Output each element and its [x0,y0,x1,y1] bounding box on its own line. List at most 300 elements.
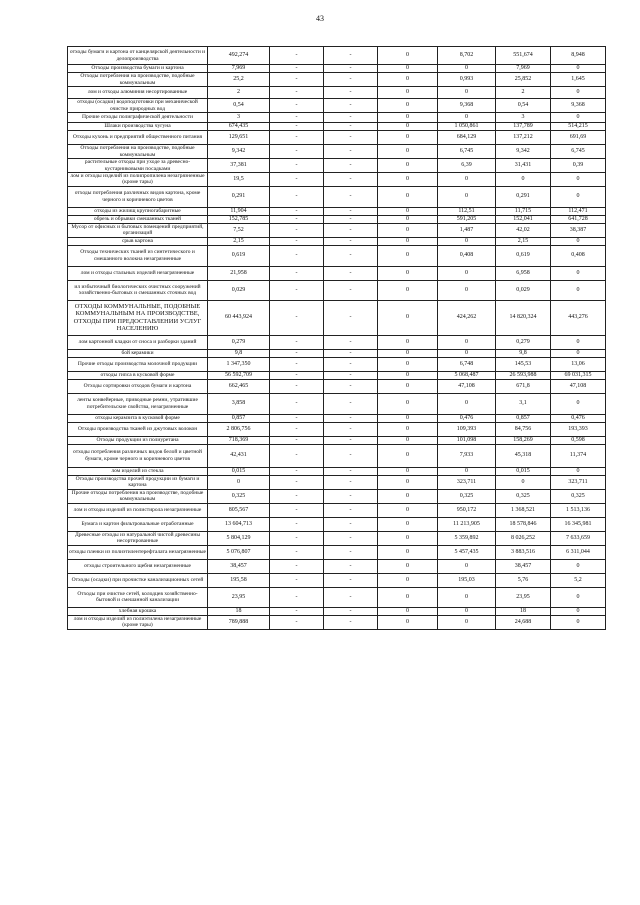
value-cell-c2: - [270,545,324,559]
waste-name-cell: срыв картона [68,237,208,245]
value-cell-c7: 641,728 [551,215,606,223]
value-cell-c3: - [324,615,378,629]
value-cell-c1: 0,029 [208,280,270,300]
value-cell-c2: - [270,173,324,187]
value-cell-c4: 0 [378,186,438,207]
value-cell-c5: 1 050,861 [438,123,496,131]
value-cell-c2: - [270,207,324,215]
value-cell-c3: - [324,379,378,393]
value-cell-c1: 129,651 [208,131,270,145]
value-cell-c1: 0,54 [208,99,270,113]
value-cell-c7: 0 [551,349,606,357]
value-cell-c6: 0,029 [496,280,551,300]
value-cell-c6: 11,715 [496,207,551,215]
value-cell-c7: 443,276 [551,300,606,335]
value-cell-c7: 0 [551,587,606,607]
value-cell-c2: - [270,47,324,65]
value-cell-c4: 0 [378,159,438,173]
value-cell-c7: 0 [551,607,606,615]
value-cell-c1: 25,2 [208,73,270,87]
value-cell-c1: 718,369 [208,436,270,444]
value-cell-c6: 24,688 [496,615,551,629]
value-cell-c3: - [324,245,378,266]
value-cell-c4: 0 [378,300,438,335]
waste-name-cell: Отходы (осадки) при прочистке канализационных сетей [68,573,208,587]
value-cell-c5: 0,325 [438,489,496,503]
value-cell-c6: 1 368,521 [496,503,551,517]
value-cell-c2: - [270,444,324,467]
value-cell-c1: 56 592,709 [208,371,270,379]
value-cell-c3: - [324,587,378,607]
value-cell-c5: 5 068,487 [438,371,496,379]
value-cell-c4: 0 [378,414,438,422]
value-cell-c7: 0,476 [551,414,606,422]
value-cell-c4: 0 [378,223,438,237]
value-cell-c7: 6,745 [551,145,606,159]
value-cell-c5: 591,205 [438,215,496,223]
value-cell-c1: 5 076,807 [208,545,270,559]
value-cell-c5: 5 359,892 [438,531,496,545]
table-row [68,422,606,436]
value-cell-c1: 2 806,756 [208,422,270,436]
value-cell-c4: 0 [378,47,438,65]
value-cell-c6: 31,431 [496,159,551,173]
value-cell-c3: - [324,349,378,357]
value-cell-c3: - [324,422,378,436]
waste-name-cell: Отходы производства бумаги и картона [68,65,208,73]
table-row [68,607,606,615]
value-cell-c2: - [270,436,324,444]
value-cell-c2: - [270,131,324,145]
value-cell-c3: - [324,47,378,65]
value-cell-c2: - [270,573,324,587]
value-cell-c6: 14 820,324 [496,300,551,335]
table-row [68,73,606,87]
table-row [68,300,606,335]
value-cell-c2: - [270,349,324,357]
waste-name-cell: бой керамики [68,349,208,357]
value-cell-c5: 6,39 [438,159,496,173]
value-cell-c7: 0 [551,87,606,99]
value-cell-c5: 424,262 [438,300,496,335]
value-cell-c6: 551,674 [496,47,551,65]
value-cell-c2: - [270,587,324,607]
value-cell-c5: 0,476 [438,414,496,422]
waste-name-cell: лом и отходы стальных изделий незагрязненные [68,266,208,280]
value-cell-c4: 0 [378,615,438,629]
value-cell-c7: 6 311,044 [551,545,606,559]
value-cell-c6: 3 [496,113,551,123]
value-cell-c4: 0 [378,65,438,73]
value-cell-c5: 0 [438,237,496,245]
value-cell-c5: 0,993 [438,73,496,87]
value-cell-c2: - [270,123,324,131]
table-row [68,414,606,422]
value-cell-c6: 158,269 [496,436,551,444]
value-cell-c4: 0 [378,559,438,573]
value-cell-c4: 0 [378,379,438,393]
value-cell-c1: 11,904 [208,207,270,215]
value-cell-c3: - [324,545,378,559]
value-cell-c7: 0 [551,65,606,73]
page-number: 43 [316,14,324,23]
value-cell-c4: 0 [378,587,438,607]
value-cell-c6: 137,212 [496,131,551,145]
table-row [68,475,606,489]
waste-name-cell: Отходы при очистке сетей, колодцев хозяйственно-бытовой и смешанной канализации [68,587,208,607]
value-cell-c2: - [270,186,324,207]
value-cell-c2: - [270,393,324,414]
value-cell-c1: 789,888 [208,615,270,629]
value-cell-c6: 0,325 [496,489,551,503]
value-cell-c5: 0,408 [438,245,496,266]
table-row [68,545,606,559]
value-cell-c6: 2 [496,87,551,99]
value-cell-c6: 0 [496,173,551,187]
value-cell-c5: 0 [438,607,496,615]
value-cell-c1: 492,274 [208,47,270,65]
value-cell-c5: 323,711 [438,475,496,489]
value-cell-c7: 5,2 [551,573,606,587]
value-cell-c5: 5 457,435 [438,545,496,559]
value-cell-c7: 0 [551,615,606,629]
value-cell-c5: 0 [438,173,496,187]
value-cell-c6: 0,015 [496,467,551,475]
value-cell-c1: 674,435 [208,123,270,131]
value-cell-c1: 0,857 [208,414,270,422]
table-row [68,573,606,587]
waste-name-cell: лом и отходы алюминия несортированные [68,87,208,99]
value-cell-c3: - [324,223,378,237]
table-row [68,113,606,123]
value-cell-c6: 137,789 [496,123,551,131]
value-cell-c3: - [324,414,378,422]
value-cell-c2: - [270,87,324,99]
value-cell-c4: 0 [378,245,438,266]
value-cell-c5: 195,03 [438,573,496,587]
value-cell-c6: 45,318 [496,444,551,467]
value-cell-c5: 0 [438,280,496,300]
value-cell-c6: 18 [496,607,551,615]
table-row [68,436,606,444]
value-cell-c2: - [270,422,324,436]
table-row [68,65,606,73]
table-row [68,393,606,414]
value-cell-c5: 0 [438,335,496,349]
waste-name-cell: Прочие отходы потребления на производстве, подобные коммунальным [68,489,208,503]
table-body [68,47,606,630]
value-cell-c3: - [324,99,378,113]
value-cell-c5: 6,745 [438,145,496,159]
waste-name-cell: Отходы производства прочей продукции из бумаги и картона [68,475,208,489]
table-row [68,371,606,379]
value-cell-c4: 0 [378,467,438,475]
table-row [68,215,606,223]
value-cell-c1: 3,858 [208,393,270,414]
value-cell-c3: - [324,357,378,371]
value-cell-c7: 514,215 [551,123,606,131]
value-cell-c2: - [270,371,324,379]
value-cell-c7: 13,06 [551,357,606,371]
value-cell-c1: 0,619 [208,245,270,266]
value-cell-c7: 193,393 [551,422,606,436]
value-cell-c6: 38,457 [496,559,551,573]
value-cell-c1: 1 347,350 [208,357,270,371]
value-cell-c2: - [270,559,324,573]
value-cell-c4: 0 [378,503,438,517]
value-cell-c3: - [324,444,378,467]
value-cell-c2: - [270,237,324,245]
waste-name-cell: отходы пленки из полиэтилентерефталата незагрязненные [68,545,208,559]
value-cell-c5: 0 [438,349,496,357]
value-cell-c2: - [270,357,324,371]
value-cell-c4: 0 [378,173,438,187]
value-cell-c1: 152,785 [208,215,270,223]
table-row [68,615,606,629]
value-cell-c1: 7,969 [208,65,270,73]
value-cell-c7: 9,368 [551,99,606,113]
value-cell-c5: 1,487 [438,223,496,237]
value-cell-c2: - [270,414,324,422]
value-cell-c5: 0 [438,559,496,573]
table-row [68,489,606,503]
value-cell-c3: - [324,131,378,145]
value-cell-c4: 0 [378,123,438,131]
value-cell-c2: - [270,300,324,335]
value-cell-c7: 0,598 [551,436,606,444]
value-cell-c7: 16 345,981 [551,517,606,531]
table-row [68,159,606,173]
value-cell-c2: - [270,73,324,87]
value-cell-c7: 8,948 [551,47,606,65]
value-cell-c6: 26 593,988 [496,371,551,379]
value-cell-c2: - [270,159,324,173]
value-cell-c1: 3 [208,113,270,123]
waste-table [67,46,606,630]
value-cell-c2: - [270,65,324,73]
value-cell-c2: - [270,335,324,349]
value-cell-c1: 19,5 [208,173,270,187]
value-cell-c6: 0,619 [496,245,551,266]
value-cell-c6: 84,756 [496,422,551,436]
value-cell-c5: 101,098 [438,436,496,444]
value-cell-c1: 9,8 [208,349,270,357]
value-cell-c4: 0 [378,393,438,414]
value-cell-c2: - [270,531,324,545]
value-cell-c2: - [270,517,324,531]
table-row [68,357,606,371]
value-cell-c6: 0,279 [496,335,551,349]
value-cell-c3: - [324,573,378,587]
waste-name-cell: лом и отходы изделий из полистирола незагрязненные [68,503,208,517]
value-cell-c7: 0 [551,173,606,187]
table-row [68,99,606,113]
value-cell-c7: 0 [551,393,606,414]
waste-name-cell: отходы строительного щебня незагрязненные [68,559,208,573]
value-cell-c7: 38,387 [551,223,606,237]
value-cell-c2: - [270,615,324,629]
value-cell-c7: 0 [551,186,606,207]
value-cell-c3: - [324,186,378,207]
value-cell-c6: 9,8 [496,349,551,357]
waste-name-cell: Отходы продукции из полиуретана [68,436,208,444]
waste-name-cell: Отходы потребления на производстве, подобные коммунальным [68,73,208,87]
value-cell-c5: 0 [438,87,496,99]
value-cell-c5: 0 [438,467,496,475]
table-row [68,131,606,145]
value-cell-c5: 6,748 [438,357,496,371]
value-cell-c3: - [324,467,378,475]
value-cell-c5: 950,172 [438,503,496,517]
value-cell-c3: - [324,335,378,349]
value-cell-c3: - [324,475,378,489]
value-cell-c5: 0 [438,113,496,123]
value-cell-c7: 0 [551,335,606,349]
value-cell-c3: - [324,207,378,215]
value-cell-c1: 7,52 [208,223,270,237]
waste-name-cell: лом и отходы изделий из полипропилена незагрязненные (кроме тары) [68,173,208,187]
value-cell-c6: 6,958 [496,266,551,280]
value-cell-c4: 0 [378,113,438,123]
value-cell-c7: 0 [551,559,606,573]
waste-name-cell: Шлаки производства чугуна [68,123,208,131]
waste-name-cell: лом изделий из стекла [68,467,208,475]
value-cell-c7: 0 [551,266,606,280]
value-cell-c5: 8,702 [438,47,496,65]
value-cell-c3: - [324,123,378,131]
table-row [68,531,606,545]
waste-name-cell: отходы потребления различных видов картона, кроме черного и коричневого цветов [68,186,208,207]
waste-name-cell: Отходы производства тканей из джутовых волокон [68,422,208,436]
waste-name-cell: отходы гипса в кусковой форме [68,371,208,379]
value-cell-c5: 0 [438,266,496,280]
waste-name-cell: Бумага и картон фильтровальные отработанные [68,517,208,531]
value-cell-c7: 0 [551,113,606,123]
value-cell-c4: 0 [378,517,438,531]
value-cell-c3: - [324,173,378,187]
value-cell-c4: 0 [378,237,438,245]
table-row [68,173,606,187]
waste-name-cell: отходы бумаги и картона от канцелярской деятельности и делопроизводства [68,47,208,65]
value-cell-c4: 0 [378,145,438,159]
value-cell-c4: 0 [378,545,438,559]
value-cell-c2: - [270,245,324,266]
value-cell-c3: - [324,113,378,123]
value-cell-c3: - [324,503,378,517]
value-cell-c1: 23,95 [208,587,270,607]
value-cell-c7: 7 633,659 [551,531,606,545]
value-cell-c4: 0 [378,131,438,145]
value-cell-c1: 37,381 [208,159,270,173]
value-cell-c2: - [270,467,324,475]
value-cell-c6: 0,857 [496,414,551,422]
value-cell-c4: 0 [378,573,438,587]
waste-name-cell: отходы керамзита в кусковой форме [68,414,208,422]
value-cell-c2: - [270,266,324,280]
value-cell-c4: 0 [378,335,438,349]
table-row [68,87,606,99]
value-cell-c1: 9,342 [208,145,270,159]
waste-name-cell: Древесные отходы из натуральной чистой древесины несортированные [68,531,208,545]
table-row [68,245,606,266]
table-row [68,123,606,131]
value-cell-c1: 0 [208,475,270,489]
value-cell-c4: 0 [378,489,438,503]
value-cell-c7: 11,374 [551,444,606,467]
table-row [68,47,606,65]
value-cell-c1: 13 604,713 [208,517,270,531]
value-cell-c1: 0,291 [208,186,270,207]
value-cell-c3: - [324,393,378,414]
value-cell-c4: 0 [378,607,438,615]
value-cell-c3: - [324,237,378,245]
value-cell-c2: - [270,489,324,503]
value-cell-c2: - [270,215,324,223]
value-cell-c1: 5 804,129 [208,531,270,545]
waste-name-cell: Отходы технических тканей из синтетического и смешанного волокна незагрязненные [68,245,208,266]
value-cell-c2: - [270,145,324,159]
value-cell-c7: 0 [551,280,606,300]
value-cell-c4: 0 [378,280,438,300]
value-cell-c4: 0 [378,475,438,489]
waste-name-cell: Отходы потребления на производстве, подобные коммунальным [68,145,208,159]
value-cell-c7: 112,471 [551,207,606,215]
value-cell-c5: 9,368 [438,99,496,113]
value-cell-c2: - [270,113,324,123]
value-cell-c1: 195,58 [208,573,270,587]
waste-name-cell: ленты конвейерные, приводные ремни, утратившие потребительские свойства, незагрязненные [68,393,208,414]
table-row [68,587,606,607]
value-cell-c6: 145,53 [496,357,551,371]
waste-name-cell: отходы (осадки) водоподготовки при механической очистке природных вод [68,99,208,113]
waste-name-cell: лом картонной кладки от сноса и разборки зданий [68,335,208,349]
value-cell-c1: 805,567 [208,503,270,517]
table-row [68,145,606,159]
value-cell-c6: 0 [496,475,551,489]
value-cell-c4: 0 [378,207,438,215]
value-cell-c7: 0 [551,237,606,245]
value-cell-c1: 60 443,924 [208,300,270,335]
table-row [68,517,606,531]
value-cell-c4: 0 [378,436,438,444]
value-cell-c6: 152,041 [496,215,551,223]
value-cell-c3: - [324,531,378,545]
value-cell-c4: 0 [378,99,438,113]
value-cell-c3: - [324,489,378,503]
value-cell-c3: - [324,517,378,531]
value-cell-c3: - [324,280,378,300]
waste-name-cell: отходы из жилищ крупногабаритные [68,207,208,215]
value-cell-c4: 0 [378,531,438,545]
value-cell-c3: - [324,266,378,280]
value-cell-c6: 8 026,252 [496,531,551,545]
value-cell-c5: 47,108 [438,379,496,393]
value-cell-c7: 691,69 [551,131,606,145]
value-cell-c6: 42,02 [496,223,551,237]
value-cell-c7: 1,645 [551,73,606,87]
value-cell-c7: 0,39 [551,159,606,173]
table-row [68,467,606,475]
table-row [68,379,606,393]
waste-name-cell: ил избыточный биологических очистных сооружений хозяйственно-бытовых и смешанных сточных вод [68,280,208,300]
value-cell-c6: 0,54 [496,99,551,113]
value-cell-c3: - [324,607,378,615]
value-cell-c3: - [324,436,378,444]
waste-name-cell: Отходы сортировки отходов бумаги и картона [68,379,208,393]
value-cell-c2: - [270,223,324,237]
table-row [68,186,606,207]
value-cell-c5: 0 [438,393,496,414]
